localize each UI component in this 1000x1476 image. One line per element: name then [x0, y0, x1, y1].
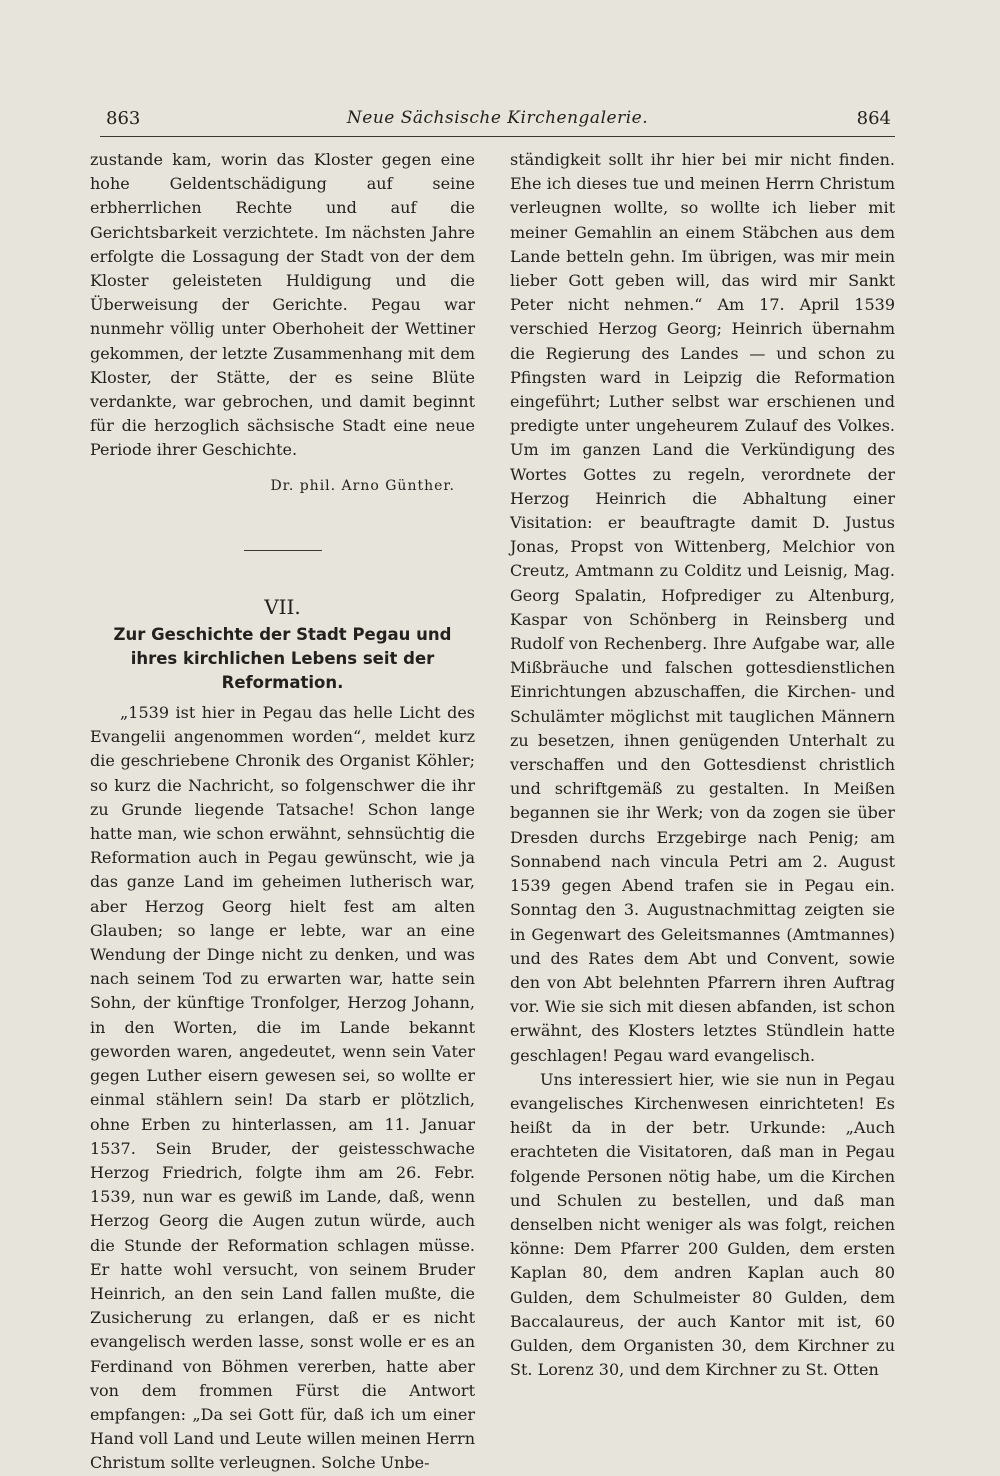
author-signature: Dr. phil. Arno Günther. [270, 477, 455, 494]
right-paragraph-2: Uns interessiert hier, wie sie nun in Pegau evangelisches Kirchenwesen einrichteten! Es heißt da in der betr. Urkunde: „Auch erachteten die Visitatoren, daß man in Pegau folgende Personen nötig habe, um die Kirchen und Schulen zu bestellen, und daß man denselben nicht weniger als was folgt, reichen könne: Dem Pfarrer 200 Gulden, dem ersten Kaplan 80, dem andren Kaplan auch 80 Gulden, dem Schulmeister 80 Gulden, dem Baccalaureus, der auch Kantor mit ist, 60 Gulden, dem Organisten 30, dem Kirchner zu St. Lorenz 30, und dem Kirchner zu St. Otten [510, 1069, 895, 1380]
section-number: VII. [264, 594, 301, 619]
right-column [510, 148, 895, 1382]
section-divider [244, 550, 322, 551]
page-number-left: 863 [106, 108, 141, 129]
page-header [100, 106, 895, 137]
left-column [90, 148, 475, 1476]
section-heading: Zur Geschichte der Stadt Pegau und ihres kirchlichen Lebens seit der Reformation. [113, 625, 452, 693]
running-title: Neue Sächsische Kirchengalerie. [346, 108, 649, 128]
right-paragraph-1: ständigkeit sollt ihr hier bei mir nicht finden. Ehe ich dieses tue und meinen Herrn Christum verleugnen wollte, so wollte ich lieber mit meiner Gemahlin an einem Stäbchen aus dem Lande betteln gehn. Im übrigen, was mir mein lieber Gott geben will, das wird mir Sankt Peter nicht nehmen.“ Am 17. April 1539 verschied Herzog Georg; Heinrich übernahm die Regierung des Landes — und schon zu Pfingsten ward in Leipzig die Reformation eingeführt; Luther selbst war erschienen und predigte unter ungeheurem Zulauf des Volkes. Um im ganzen Land die Verkündigung des Wortes Gottes zu regeln, verordnete der Herzog Heinrich die Abhaltung einer Visitation: er beauftragte damit D. Justus Jonas, Propst von Wittenberg, Melchior von Creutz, Amtmann zu Colditz und Leisnig, Mag. Georg Spalatin, Hofprediger zu Altenburg, Kaspar von Schönberg in Reinsberg und Rudolf von Rechenberg. Ihre Aufgabe war, alle Mißbräuche und falschen gottesdienstlichen Einrichtungen abzuschaffen, die Kirchen- und Schulämter möglichst mit tauglichen Männern zu besetzen, ihnen genügenden Unterhalt zu verschaffen und den Gottesdienst christlich und schriftgemäß zu gestalten. In Meißen begannen sie ihr Werk; von da zogen sie über Dresden durchs Erzgebirge nach Penig; am Sonnabend nach vincula Petri am 2. August 1539 gegen Abend trafen sie in Pegau ein. Sonntag den 3. Augustnachmittag zeigten sie in Gegenwart des Geleitsmannes (Amtmannes) und des Rates dem Abt und Convent, sowie den von Abt belehnten Pfarrern ihren Auftrag vor. Wie sie sich mit diesen abfanden, ist schon erwähnt, des Klosters letztes Stündlein hatte geschlagen! Pegau ward evangelisch. [510, 150, 895, 1065]
section-paragraph: „1539 ist hier in Pegau das helle Licht des Evangelii angenommen worden“, meldet kurz die geschriebene Chronik des Organist Köhler; so kurz die Nachricht, so folgenschwer die ihr zu Grunde liegende Tatsache! Schon lange hatte man, wie schon erwähnt, sehnsüchtig die Reformation auch in Pegau gewünscht, wie ja das ganze Land im geheimen lutherisch war, aber Herzog Georg hielt fest am alten Glauben; so lange er lebte, war an eine Wendung der Dinge nicht zu denken, und was nach seinem Tod zu erwarten war, hatte sein Sohn, der künftige Tronfolger, Herzog Johann, in den Worten, die im Lande bekannt geworden waren, angedeutet, wenn sein Vater gegen Luther eisern gewesen sei, so wollte er einmal stählern sein! Da starb er plötzlich, ohne Erben zu hinterlassen, am 11. Januar 1537. Sein Bruder, der geistesschwache Herzog Friedrich, folgte ihm am 26. Febr. 1539, nun war es gewiß im Lande, daß, wenn Herzog Georg die Augen zutun würde, auch die Stunde der Reformation schlagen müsse. Er hatte wohl versucht, von seinem Bruder Heinrich, an den sein Land fallen mußte, die Zusicherung zu erlangen, daß er es nicht evangelisch werden lasse, sonst wolle er es an Ferdinand von Böhmen vererben, hatte aber von dem frommen Fürst die Antwort empfangen: „Da sei Gott für, daß ich um einer Hand voll Land und Leute willen meinen Herrn Christum sollte verleugnen. Solche Unbe- [90, 703, 475, 1473]
continuation-paragraph: zustande kam, worin das Kloster gegen eine hohe Geldentschädigung auf seine erbherrlichen Rechte und auf die Gerichtsbarkeit verzichtete. Im nächsten Jahre erfolgte die Lossagung der Stadt von der dem Kloster geleisteten Huldigung und die Überweisung der Gerichte. Pegau war nunmehr völlig unter Oberhoheit der Wettiner gekommen, der letzte Zusammenhang mit dem Kloster, der Stätte, der es seine Blüte verdankte, war gebrochen, und damit beginnt für die herzoglich sächsische Stadt eine neue Periode ihrer Geschichte. [90, 150, 475, 460]
page-number-right: 864 [856, 108, 891, 129]
